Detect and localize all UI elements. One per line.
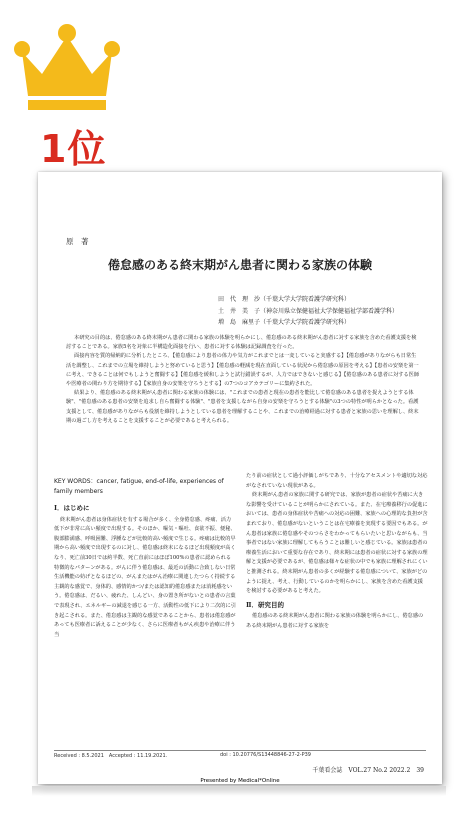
- author-2: 土 井 美 子（神奈川県立保健福祉大学保健福祉学部看護学科）: [218, 307, 399, 315]
- page-shadow: [32, 786, 446, 796]
- left-column: [54, 504, 236, 640]
- section-heading-intro: Ⅰ．はじめに: [54, 504, 90, 512]
- presented-by: Presented by Medical*Online: [200, 778, 280, 784]
- abstract: [66, 334, 420, 426]
- body-paragraph: 終末期がん患者は身体症状を有する場合が多く、全身倦怠感、疼痛、活力低下が非常に高い頻度で出現する。そのほか、嘔気・嘔吐、食欲不振、便秘、腹部膨満感、呼吸困難、浮腫などが比較的高い頻度で生じる。疼痛は比較的早期から高い頻度で出現するのに対し、倦怠感は終末になるほど出現頻度が高くなり、死亡前30日では約半数、死亡直前にはほぼ100%の患者に認められる特徴的なパターンがある。がんに伴う倦怠感は、最近の活動に合致しない日常生活機能の妨げとなるほどの、がんまたはがん治療に関連したつらく持続する主観的な感覚で、身体的、感情的かつ/または認知的倦怠感または消耗感をいう。倦怠感は、だるい、疲れた、しんどい、身の置き所がないとの患者の言葉で表現され、エネルギーの減退を感じる一方、活動性の低下により二次的に引き起こされる。また、倦怠感は主観的な感覚であることから、患者は倦怠感があっても医療者に訴えることが少なく、さらに医療者もがん疾患や治療に伴う当: [54, 516, 236, 638]
- right-column: [246, 472, 428, 632]
- article-page: [38, 172, 442, 784]
- received-date: Received : 8.5.2021 Accepted : 11.19.2021.: [54, 753, 168, 759]
- body-paragraph: たり前の症状として過小評価しがちであり、十分なアセスメントや適切な対応がなされていない現状がある。: [246, 473, 428, 489]
- author-3: 増 島 麻里子（千葉大学大学院看護学研究科）: [218, 319, 351, 326]
- author-1: 田 代 理 沙（千葉大学大学院看護学研究科）: [218, 296, 351, 303]
- abstract-paragraph: 本研究の目的は、倦怠感のある終末期がん患者に関わる家族の体験を明らかにし、倦怠感のある終末期がん患者に対する家族を含めた看護支援を検討することである。家族5名を対象に半構造化面接を行い、患者に対する体験は記録調査を行った。: [66, 335, 417, 351]
- section-label: 原 著: [66, 237, 89, 246]
- footer-divider: [54, 750, 426, 751]
- journal-info: 千葉看会誌 VOL.27 No.2 2022.2 39: [312, 767, 424, 774]
- abstract-paragraph: 結果より、倦怠感のある終末期がん患者に関わる家族の体験には、"これまでの患者と現在の患者を能比して倦怠感のある患者を捉えようとする体験"、"倦怠感のある患者の安楽を追求し自ら奮闘する体験"、"患者を支援しながら自身の安楽を守ろうとする体験"の3つの特性が明らかとなった。看護支援として、倦怠感がありながらも役割を維持しようとしている患者を理解することや、これまでの治療経過に対する患者と家族の思いを理解し、終末期の過ごし方を考えることを支援することが必要であると考えられる。: [66, 390, 419, 424]
- body-paragraph: 倦怠感のある終末期がん患者に関わる家族の体験を明らかにし、倦怠感のある終末期がん患者に対する家族を: [246, 613, 424, 629]
- body-paragraph: 終末期がん患者の家族に関する研究では、家族が患者の症状や苦痛に大きな影響を受けていることが明らかにされている。また、在宅療養移行の促進においては、患者の身体症状や苦痛への対応の困難、家族への心理的な負担が含まれており、倦怠感がないということは在宅療養を実現する要因でもある。がん患者は家族に倦怠感やそのつらさをわかってもらいたいと思いながらも、当事者ではない家族に理解してもらうことは難しいと感じている。家族は患者の療養生活において重要な存在であり、終末期には患者の症状に対する家族の理解と支援が必要であるが、倦怠感は様々な症状の中でも家族に理解されにくいと推測される。終末期がん患者の多くが経験する倦怠感について、家族がどのように捉え、考え、行動しているのかを明らかにし、家族を含めた看護支援を検討する必要があると考えた。: [246, 492, 428, 595]
- article-title: 倦怠感のある終末期がん患者に関わる家族の体験: [107, 258, 372, 272]
- author-list: [218, 294, 398, 329]
- keywords: KEY WORDS：cancer, fatigue, end-of-life, experiences of family members: [54, 478, 224, 495]
- crown-icon: [12, 22, 122, 112]
- abstract-paragraph: 面接内容を質的帰納的に分析したところ、【倦怠感により患者の体力や気力がこれまでとは一変していると実感する】【倦怠感がありながらも日常生活を調整し、これまでの立場を維持しようと努めていると思う】【倦怠感の軽減を現在直面している状況から倦怠感の原因を考える】【患者の安楽を第一に考え、できることは何でもしようと奮闘する】【倦怠感を緩和しようと試行錯誤するが、人力ではできないと感じる】【倦怠感のある患者に対する医師や医療者の関わり方を期待する】【家族自身の安楽を守ろうとする】の7つのコアカテゴリーに集約された。: [66, 353, 420, 388]
- rank-label: 1位: [40, 127, 107, 171]
- doi-link[interactable]: doi : 10.20776/S13448846-27-2-P39: [220, 752, 311, 758]
- section-heading-purpose: Ⅱ．研究目的: [246, 600, 284, 609]
